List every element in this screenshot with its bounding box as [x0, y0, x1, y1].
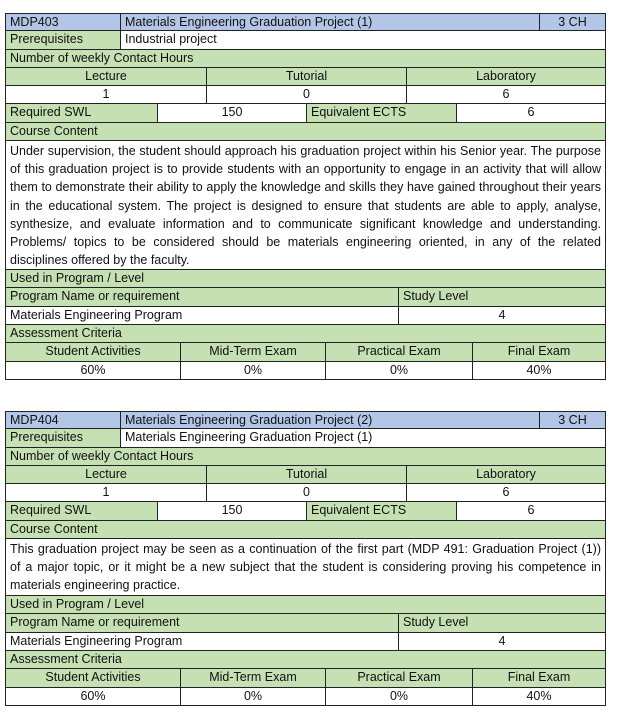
- swl-label: Required SWL: [6, 104, 158, 121]
- contact-hours-label-row: [5, 50, 606, 68]
- contact-hours-value-row: [5, 86, 606, 104]
- final-header: Final Exam: [473, 669, 605, 686]
- swl-ects-row: [5, 502, 606, 520]
- program-name-value: Materials Engineering Program: [6, 307, 399, 324]
- course-title: Materials Engineering Graduation Project (1): [121, 14, 540, 30]
- program-value-row: [5, 307, 606, 325]
- ects-value: 6: [457, 104, 605, 121]
- course-content-text: This graduation project may be seen as a continuation of the first part (MDP 491: Graduation Project (1)) of a major topic, or it might be a new subject that the student is considering proving his competence in materials engineering practice.: [5, 539, 606, 596]
- laboratory-value: 6: [407, 484, 605, 501]
- prerequisites-row: [5, 429, 606, 447]
- laboratory-header: Laboratory: [407, 466, 605, 483]
- lecture-value: 1: [6, 484, 207, 501]
- contact-hours-label-row: [5, 448, 606, 466]
- prerequisites-row: [5, 31, 606, 49]
- program-label-row: [5, 596, 606, 614]
- course-header-row: [5, 411, 606, 429]
- program-label-row: [5, 270, 606, 288]
- course-content-label: Course Content: [6, 123, 605, 140]
- study-level-value: 4: [399, 633, 605, 650]
- course-code: MDP403: [6, 14, 121, 30]
- prerequisites-label: Prerequisites: [6, 31, 121, 48]
- program-label: Used in Program / Level: [6, 596, 605, 613]
- student-activities-value: 60%: [6, 688, 181, 705]
- course-content-label-row: [5, 123, 606, 141]
- program-label: Used in Program / Level: [6, 270, 605, 287]
- lecture-header: Lecture: [6, 466, 207, 483]
- program-header-row: [5, 614, 606, 632]
- prerequisites-label: Prerequisites: [6, 429, 121, 446]
- assessment-label: Assessment Criteria: [6, 651, 605, 668]
- swl-label: Required SWL: [6, 502, 158, 519]
- course-title: Materials Engineering Graduation Project (2): [121, 412, 540, 428]
- program-header-row: [5, 288, 606, 306]
- assessment-value-row: [5, 688, 606, 706]
- course-code: MDP404: [6, 412, 121, 428]
- study-level-header: Study Level: [399, 614, 605, 631]
- course-content-label-row: [5, 521, 606, 539]
- tutorial-header: Tutorial: [207, 466, 407, 483]
- assessment-header-row: [5, 343, 606, 361]
- student-activities-header: Student Activities: [6, 343, 181, 360]
- ects-value: 6: [457, 502, 605, 519]
- prerequisites-value: Materials Engineering Graduation Project (1): [121, 429, 605, 446]
- swl-ects-row: [5, 104, 606, 122]
- swl-value: 150: [158, 104, 307, 121]
- program-name-header: Program Name or requirement: [6, 288, 399, 305]
- course-table-mdp404: [5, 411, 606, 706]
- credit-hours: 3 CH: [540, 412, 605, 428]
- ects-label: Equivalent ECTS: [307, 502, 457, 519]
- study-level-value: 4: [399, 307, 605, 324]
- credit-hours: 3 CH: [540, 14, 605, 30]
- course-header-row: [5, 13, 606, 31]
- contact-hours-label: Number of weekly Contact Hours: [6, 50, 605, 67]
- assessment-label-row: [5, 651, 606, 669]
- practical-value: 0%: [326, 362, 473, 379]
- final-header: Final Exam: [473, 343, 605, 360]
- contact-hours-header-row: [5, 466, 606, 484]
- laboratory-header: Laboratory: [407, 68, 605, 85]
- midterm-value: 0%: [181, 688, 326, 705]
- program-name-value: Materials Engineering Program: [6, 633, 399, 650]
- swl-value: 150: [158, 502, 307, 519]
- study-level-header: Study Level: [399, 288, 605, 305]
- student-activities-header: Student Activities: [6, 669, 181, 686]
- tutorial-header: Tutorial: [207, 68, 407, 85]
- contact-hours-header-row: [5, 68, 606, 86]
- ects-label: Equivalent ECTS: [307, 104, 457, 121]
- course-content-label: Course Content: [6, 521, 605, 538]
- course-content-text: Under supervision, the student should approach his graduation project within his Senior year. The purpose of this graduation project is to provide students with an opportunity to engage in an activity that will allow them to demonstrate their ability to apply the knowledge and skills they have gained throughout their years in the educational system. The project is designed to ensure that students are able to apply, analyse, synthesize, and evaluate information and to communicate significant knowledge and understanding. Problems/ topics to be considered should be materials engineering oriented, in any of the related disciplines offered by the faculty.: [5, 141, 606, 270]
- midterm-value: 0%: [181, 362, 326, 379]
- contact-hours-label: Number of weekly Contact Hours: [6, 448, 605, 465]
- contact-hours-value-row: [5, 484, 606, 502]
- lecture-header: Lecture: [6, 68, 207, 85]
- student-activities-value: 60%: [6, 362, 181, 379]
- final-value: 40%: [473, 362, 605, 379]
- course-table-mdp403: [5, 13, 606, 380]
- practical-header: Practical Exam: [326, 343, 473, 360]
- assessment-header-row: [5, 669, 606, 687]
- program-name-header: Program Name or requirement: [6, 614, 399, 631]
- assessment-value-row: [5, 362, 606, 380]
- assessment-label-row: [5, 325, 606, 343]
- assessment-label: Assessment Criteria: [6, 325, 605, 342]
- midterm-header: Mid-Term Exam: [181, 343, 326, 360]
- midterm-header: Mid-Term Exam: [181, 669, 326, 686]
- prerequisites-value: Industrial project: [121, 31, 605, 48]
- tutorial-value: 0: [207, 86, 407, 103]
- program-value-row: [5, 633, 606, 651]
- tutorial-value: 0: [207, 484, 407, 501]
- lecture-value: 1: [6, 86, 207, 103]
- practical-header: Practical Exam: [326, 669, 473, 686]
- laboratory-value: 6: [407, 86, 605, 103]
- practical-value: 0%: [326, 688, 473, 705]
- final-value: 40%: [473, 688, 605, 705]
